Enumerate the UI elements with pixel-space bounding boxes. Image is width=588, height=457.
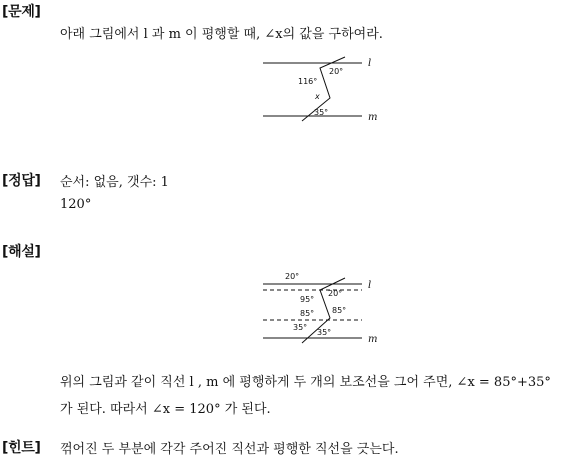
explanation-heading: [해설] [2,244,41,260]
problem-heading: [문제] [2,4,41,20]
angle-top-right-20: 20° [328,289,343,298]
hint-text: 꺾어진 두 부분에 각각 주어진 직선과 평행한 직선을 긋는다. [60,442,399,457]
angle-95: 95° [300,295,315,304]
angle-85-left: 85° [300,309,315,318]
answer-heading: [정답] [2,173,41,189]
angle-35: 35° [314,108,329,117]
label-l-2: l [368,280,372,291]
label-m: m [368,112,378,123]
angle-35-right: 35° [317,328,332,337]
explanation-line-1: 위의 그림과 같이 직선 l , m 에 평행하게 두 개의 보조선을 그어 주면, ∠x = 85°+35° [60,375,551,390]
angle-x: x [315,92,320,101]
problem-question: 아래 그림에서 l 과 m 이 평행할 때, ∠x의 값을 구하여라. [60,27,383,42]
label-m-2: m [368,334,378,345]
angle-85-right: 85° [332,306,347,315]
hint-heading: [힌트] [2,440,41,456]
angle-35-left: 35° [293,323,308,332]
answer-value: 120° [60,197,92,212]
answer-meta: 순서: 없음, 갯수: 1 [60,175,169,190]
angle-top-left-20: 20° [285,272,300,281]
label-l: l [368,58,372,69]
angle-116: 116° [298,77,318,86]
explanation-line-2: 가 된다. 따라서 ∠x = 120° 가 된다. [60,402,271,417]
angle-20: 20° [329,67,344,76]
